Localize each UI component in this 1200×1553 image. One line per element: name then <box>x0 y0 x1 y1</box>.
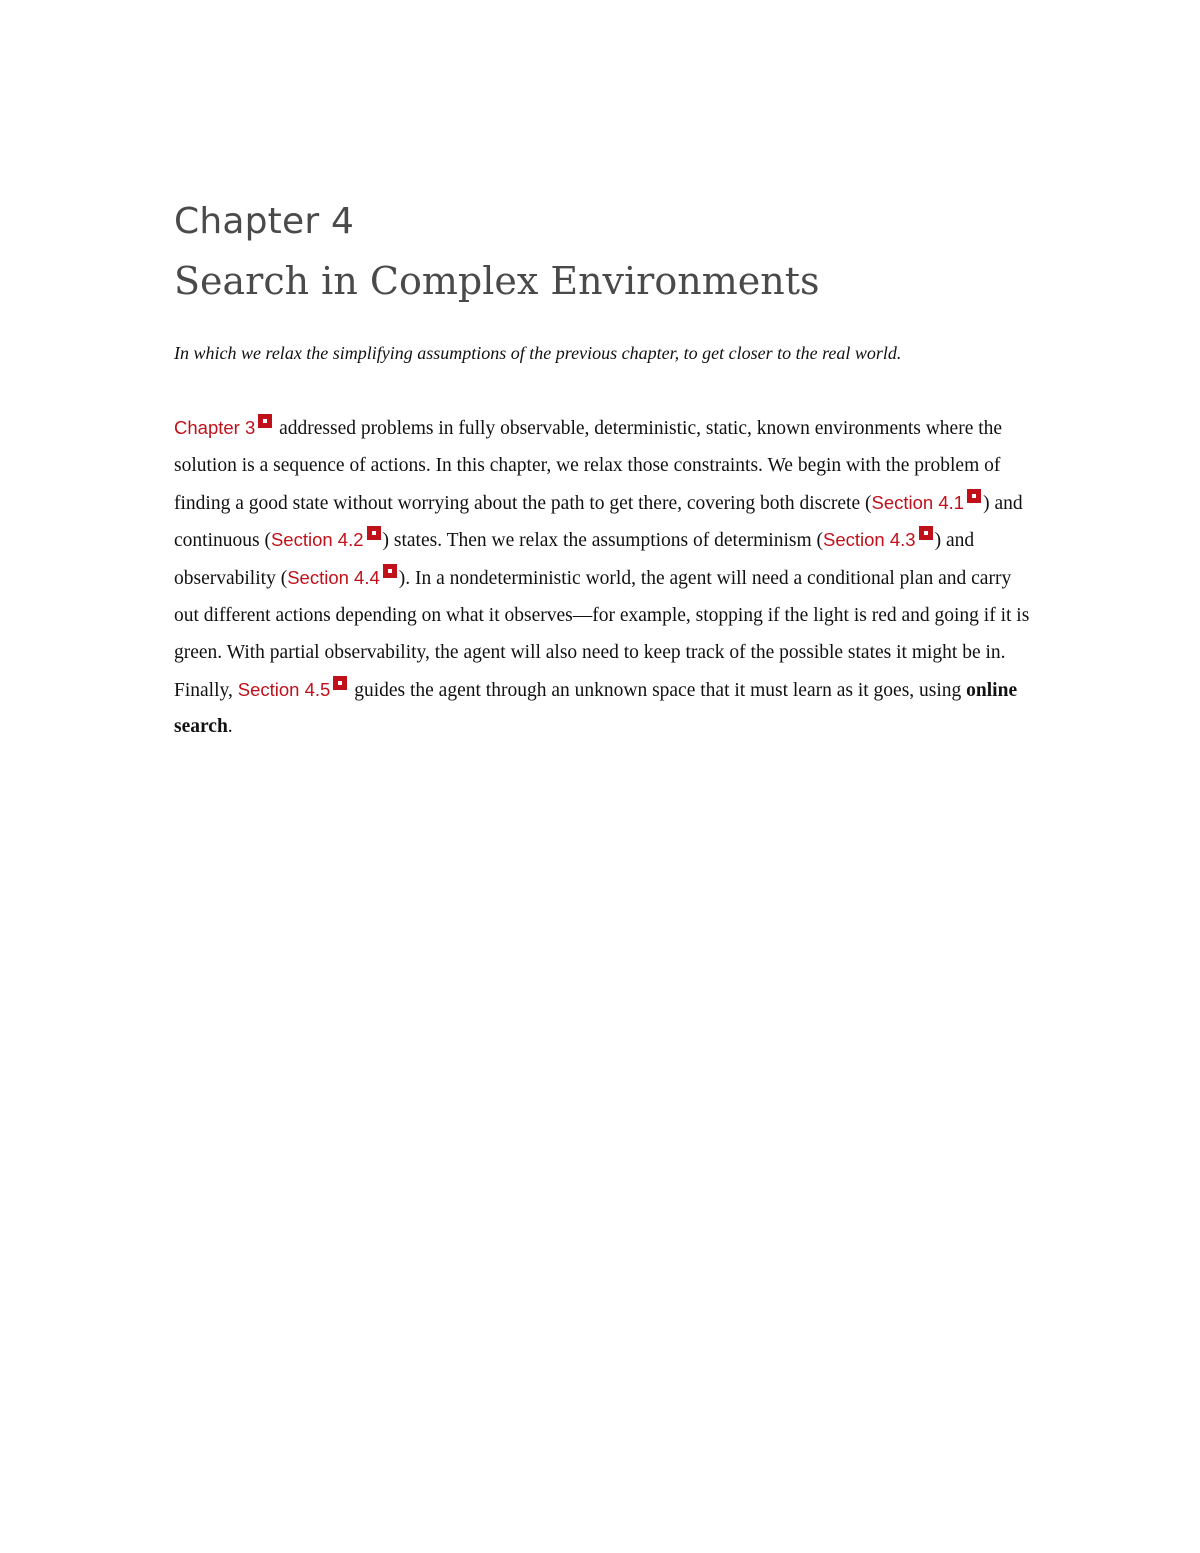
text-segment: . <box>227 716 233 738</box>
text-segment: ) and observability ( <box>174 530 975 590</box>
link-chapter-3[interactable]: Chapter 3 <box>174 417 256 438</box>
chapter-number: Chapter 4 <box>174 201 355 242</box>
link-section-4-2[interactable]: Section 4.2 <box>270 529 364 551</box>
cross-reference-icon[interactable] <box>333 676 347 690</box>
link-section-4-5[interactable]: Section 4.5 <box>237 678 331 700</box>
cross-reference-icon[interactable] <box>367 526 381 540</box>
key-term-online-search: online search <box>174 679 1018 738</box>
text-segment: addressed problems in fully observable, deterministic, static, known environments where the solution is a sequence of actions. In this chapter, we relax those constraints. We begin with the problem of finding a good state without worrying about the path to get there, covering both discrete ( <box>174 418 1003 514</box>
link-section-4-4[interactable]: Section 4.4 <box>287 567 380 589</box>
link-section-4-3[interactable]: Section 4.3 <box>823 529 916 551</box>
intro-paragraph <box>174 410 1034 746</box>
chapter-title: Search in Complex Environments <box>174 259 820 303</box>
text-segment: guides the agent through an unknown space that it must learn as it goes, using <box>349 679 967 701</box>
chapter-epigraph: In which we relax the simplifying assumptions of the previous chapter, to get closer to the real world. <box>174 343 902 363</box>
text-segment: ) and continuous ( <box>174 492 1023 552</box>
cross-reference-icon[interactable] <box>383 564 397 578</box>
cross-reference-icon[interactable] <box>967 489 981 503</box>
cross-reference-icon[interactable] <box>258 414 272 428</box>
cross-reference-icon[interactable] <box>919 526 933 540</box>
text-segment: ). In a nondeterministic world, the agent will need a conditional plan and carry out different actions depending on what it observes—for example, stopping if the light is red and going if it is green. With partial observability, the agent will also need to keep track of the possible states it might be in. Finally, <box>174 568 1030 701</box>
chapter-page <box>174 198 1034 746</box>
link-section-4-1[interactable]: Section 4.1 <box>871 491 965 513</box>
text-segment: ) states. Then we relax the assumptions of determinism ( <box>382 530 823 552</box>
